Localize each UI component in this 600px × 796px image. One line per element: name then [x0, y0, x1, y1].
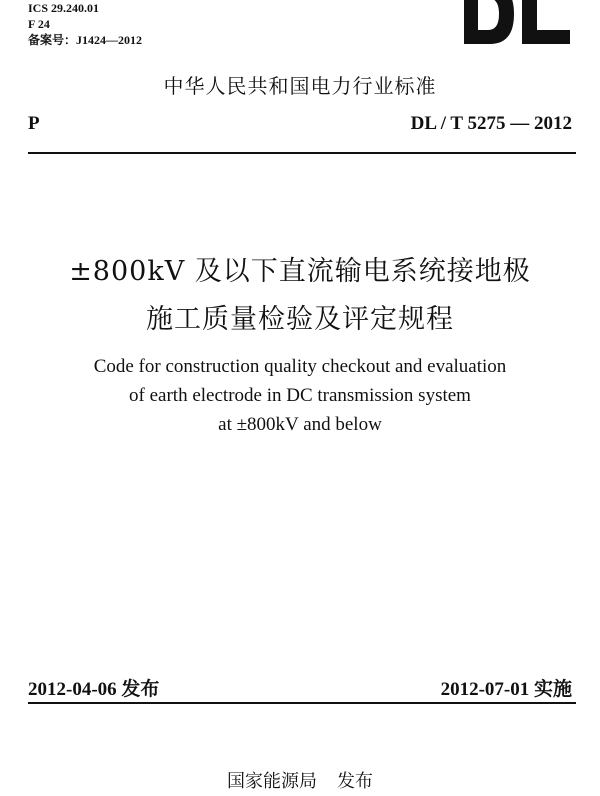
standard-number: DL / T 5275 — 2012 [410, 113, 572, 134]
bottom-divider [28, 702, 576, 704]
ccs-code: F 24 [28, 17, 50, 31]
document-metadata [28, 0, 142, 48]
effective-date: 2012-07-01 实施 [440, 679, 572, 700]
english-title-line-2: of earth electrode in DC transmission system [129, 385, 471, 406]
publisher-action: 发布 [337, 771, 373, 792]
publisher-name: 国家能源局 [227, 771, 317, 792]
organization-heading: 中华人民共和国电力行业标准 [163, 74, 437, 98]
publisher-line [0, 767, 600, 793]
chinese-title [0, 248, 600, 344]
classification-code: P [28, 113, 40, 134]
issue-date: 2012-04-06 发布 [28, 679, 160, 700]
dl-logo-icon [462, 0, 572, 44]
top-divider [28, 152, 576, 154]
english-title [0, 352, 600, 439]
chinese-title-line-1: ±800kV 及以下直流输电系统接地极 [69, 256, 531, 287]
english-title-line-1: Code for construction quality checkout and evaluation [93, 356, 507, 377]
chinese-title-line-2: 施工质量检验及评定规程 [146, 304, 454, 335]
english-title-line-3: at ±800kV and below [218, 414, 382, 435]
ics-code: ICS 29.240.01 [28, 1, 100, 15]
filing-number: 备案号：J1424—2012 [28, 33, 143, 47]
